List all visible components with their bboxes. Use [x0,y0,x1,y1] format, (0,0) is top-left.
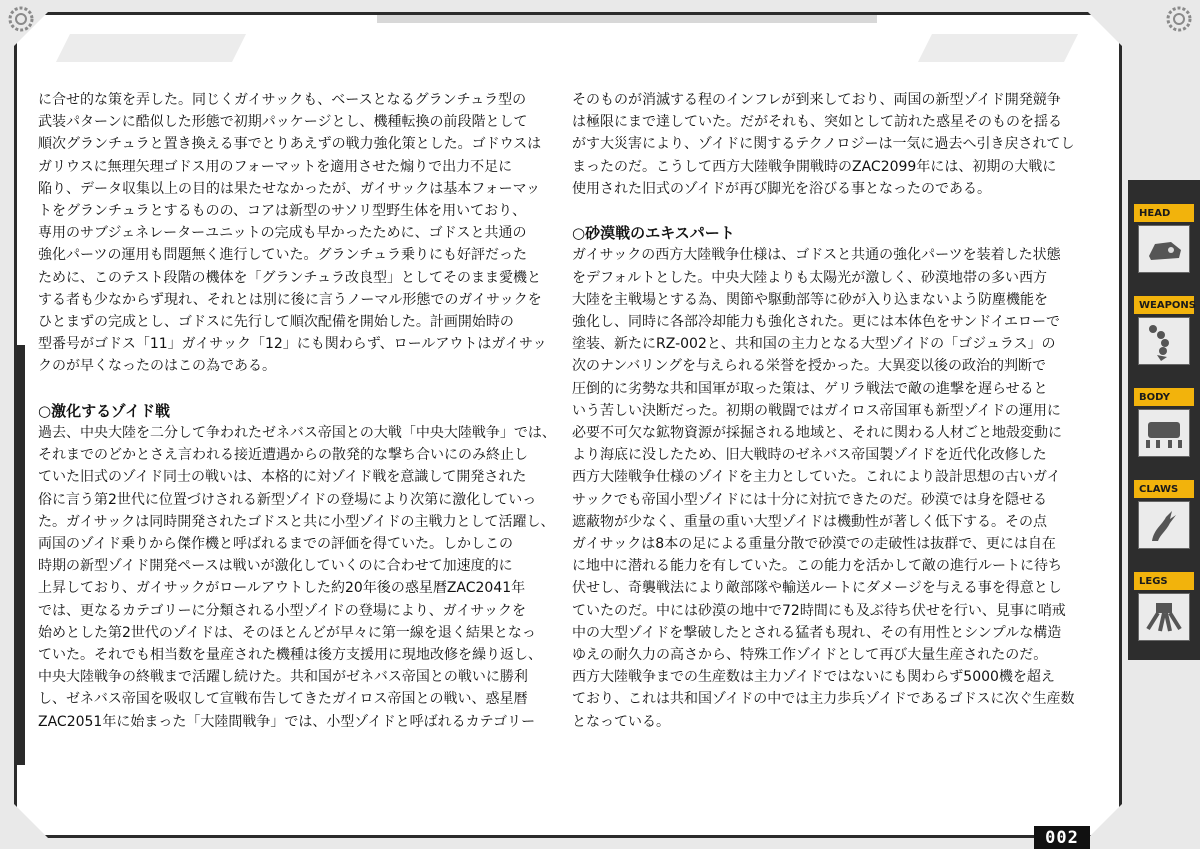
legs-icon [1138,593,1190,641]
text-line: それまでのどかとさえ言われる接近遭遇からの散発的な撃ち合いにのみ終止し [38,447,528,464]
page-number: 002 [1034,826,1090,849]
section-header-right [918,34,1078,62]
tab-label: CLAWS [1134,480,1194,498]
text-line: た。ガイサックは同時開発されたゴドスと共に小型ゾイドの主戦力として活躍し、 [38,513,555,530]
spacer [38,378,560,400]
text-line: ゆえの耐久力の高さから、特殊工作ゾイドとして再び大量生産されたのだ。 [572,647,1048,664]
tab-label: LEGS [1134,572,1194,590]
text-line: 時期の新型ゾイド開発ペースは戦いが激化していくのに合わせて加速度的に [38,558,513,575]
body-icon [1138,409,1190,457]
text-line: 使用された旧式のゾイドが再び脚光を浴びる事となったのである。 [572,180,992,197]
text-line: 陥り、データ収集以上の目的は果たせなかったが、ガイサックは基本フォーマッ [38,180,541,197]
text-line: 遮蔽物が少なく、重量の重い大型ゾイドは機動性が著しく低下する。その点 [572,513,1048,530]
text-line: がす大災害により、ゾイドに関するテクノロジーは一気に過去へ引き戻されてし [572,136,1075,153]
text-line: 順次グランチュラと置き換える事でとりあえずの戦力強化策とした。ゴドウスは [38,136,542,153]
text-line: ひとまずの完成とし、ゴドスに先行して順次配備を開始した。計画開始時の [38,314,514,331]
left-section-body [38,422,560,733]
tab-claws[interactable] [1134,480,1194,552]
text-line: 大陸を主戦場とする為、関節や駆動部等に砂が入り込まないよう防塵機能を [572,291,1048,308]
text-line: ていたのだ。中には砂漠の地中で72時間にも及ぶ待ち伏せを行い、見事に哨戒 [572,602,1066,619]
claws-icon [1138,501,1190,549]
text-line: そのものが消滅する程のインフレが到来しており、両国の新型ゾイド開発競争 [572,92,1061,108]
text-line: 塗装、新たにRZ-002と、共和国の主力となる大型ゾイドの「ゴジュラス」の [572,336,1056,353]
text-line: に合せ的な策を弄した。同じくガイサックも、ベースとなるグランチュラ型の [38,92,527,108]
tab-label: BODY [1134,388,1194,406]
tab-label: WEAPONS [1134,296,1194,314]
text-line: 圧倒的に劣勢な共和国軍が取った策は、ゲリラ戦法で敵の進撃を遅らせると [572,380,1048,397]
text-line: ていた。それでも相当数を量産された機種は後方支援用に現地改修を繰り返し、 [38,647,542,664]
text-line: 西方大陸戦争までの生産数は主力ゾイドではないにも関わらず5000機を超え [572,669,1055,686]
text-line: 両国のゾイド乗りから傑作機と呼ばれるまでの評価を得ていた。しかしこの [38,536,514,553]
text-line: トをグランチュラとするものの、コアは新型のサソリ型野生体を用いており、 [38,203,527,220]
text-line: をデフォルトとした。中央大陸よりも太陽光が激しく、砂漠地帯の多い西方 [572,269,1048,286]
right-section-body [572,244,1102,732]
text-line: 強化パーツの運用も問題無く進行していた。グランチュラ乗りにも好評だった [38,247,528,264]
right-paragraph-1 [572,89,1102,200]
text-line: 始めとした第2世代のゾイドは、そのほとんどが早々に第一線を退く結果となっ [38,624,536,641]
text-line: ガイサックは8本の足による重量分散で砂漠での走破性は抜群で、更には自在 [572,536,1056,553]
text-line: クのが早くなったのはこの為である。 [38,358,276,375]
text-line: となっている。 [572,713,670,730]
text-line: 必要不可欠な鉱物資源が採掘される地域と、それに関わる人材ごと地殻変動に [572,425,1062,442]
left-paragraph-1 [38,89,560,378]
text-line: は極限にまで達していた。だがそれも、突如として訪れた惑星そのものを揺る [572,114,1062,131]
frame-edge [377,15,877,23]
section-heading: ○激化するゾイド戦 [38,401,171,420]
tab-label: HEAD [1134,204,1194,222]
gear-icon [1164,4,1194,34]
text-line: 中央大陸戦争の終戦まで活躍し続けた。共和国がゼネバス帝国との戦いに勝利 [38,669,528,686]
text-line: する者も少なからず現れ、それとは別に後に言うノーマル形態でのガイサックを [38,291,542,308]
text-line: ために、このテスト段階の機体を「グランチュラ改良型」としてそのまま愛機と [38,269,542,286]
text-line: に地中に潜れる能力を有していた。この能力を活かして敵の進行ルートに待ち [572,558,1062,575]
text-line: ガイサックの西方大陸戦争仕様は、ゴドスと共通の強化パーツを装着した状態 [572,247,1061,264]
text-line: 次のナンバリングを与えられる栄誉を授かった。大異変以後の政治的判断で [572,358,1047,375]
text-line: ZAC2051年に始まった「大陸間戦争」では、小型ゾイドと呼ばれるカテゴリー [38,713,536,730]
text-line: サックでも帝国小型ゾイドには十分に対抗できたのだ。砂漠では身を隠せる [572,491,1048,508]
text-line: 西方大陸戦争仕様のゾイドを主力としていた。これにより設計思想の古いガイ [572,469,1061,486]
text-line: 伏せし、奇襲戦法により敵部隊や輸送ルートにダメージを与える事を得意とし [572,580,1062,597]
section-header-left [56,34,246,62]
text-line: いう苦しい決断だった。初期の戦闘ではガイロス帝国軍も新型ゾイドの運用に [572,402,1061,419]
text-line: より海底に没したため、旧大戦時のゼネバス帝国製ゾイドを近代化改修した [572,447,1047,464]
head-icon [1138,225,1190,273]
frame-edge [17,345,25,765]
text-line: では、更なるカテゴリーに分類される小型ゾイドの登場により、ガイサックを [38,602,527,619]
text-line: 中の大型ゾイドを撃破したとされる猛者も現れ、その有用性とシンプルな構造 [572,624,1062,641]
gear-icon [6,4,36,34]
right-text-column [572,89,1102,733]
tab-weapons[interactable] [1134,296,1197,368]
text-line: 俗に言う第2世代に位置づけされる新型ゾイドの登場により次第に激化していっ [38,491,537,508]
text-line: ており、これは共和国ゾイドの中では主力歩兵ゾイドであるゴドスに次ぐ生産数 [572,691,1075,708]
spacer [572,200,1102,222]
left-text-column [38,89,560,733]
tab-head[interactable] [1134,204,1194,276]
weapons-icon [1138,317,1190,365]
text-line: 専用のサブジェネレーターユニットの完成も早かったために、ゴドスと共通の [38,225,527,242]
text-line: ガリウスに無理矢理ゴドス用のフォーマットを適用させた煽りで出力不足に [38,158,513,175]
tab-body[interactable] [1134,388,1194,460]
section-heading: ○砂漠戦のエキスパート [572,224,735,243]
text-line: し、ゼネバス帝国を吸収して宣戦布告してきたガイロス帝国との戦い、惑星暦 [38,691,528,708]
text-line: ていた旧式のゾイド同士の戦いは、本格的に対ゾイド戦を意識して開発された [38,469,527,486]
text-line: 強化し、同時に各部冷却能力も強化された。更には本体色をサンドイエローで [572,314,1061,331]
text-line: まったのだ。こうして西方大陸戦争開戦時のZAC2099年には、初期の大戦に [572,158,1057,175]
tab-legs[interactable] [1134,572,1194,644]
text-line: 武装パターンに酷似した形態で初期パッケージとし、機種転換の前段階として [38,114,528,131]
text-line: 型番号がゴドス「11」ガイサック「12」にも関わらず、ロールアウトはガイサッ [38,336,547,353]
text-line: 上昇しており、ガイサックがロールアウトした約20年後の惑星暦ZAC2041年 [38,580,526,597]
text-line: 過去、中央大陸を二分して争われたゼネバス帝国との大戦「中央大陸戦争」では、 [38,425,556,442]
part-tabs [1118,180,1200,660]
